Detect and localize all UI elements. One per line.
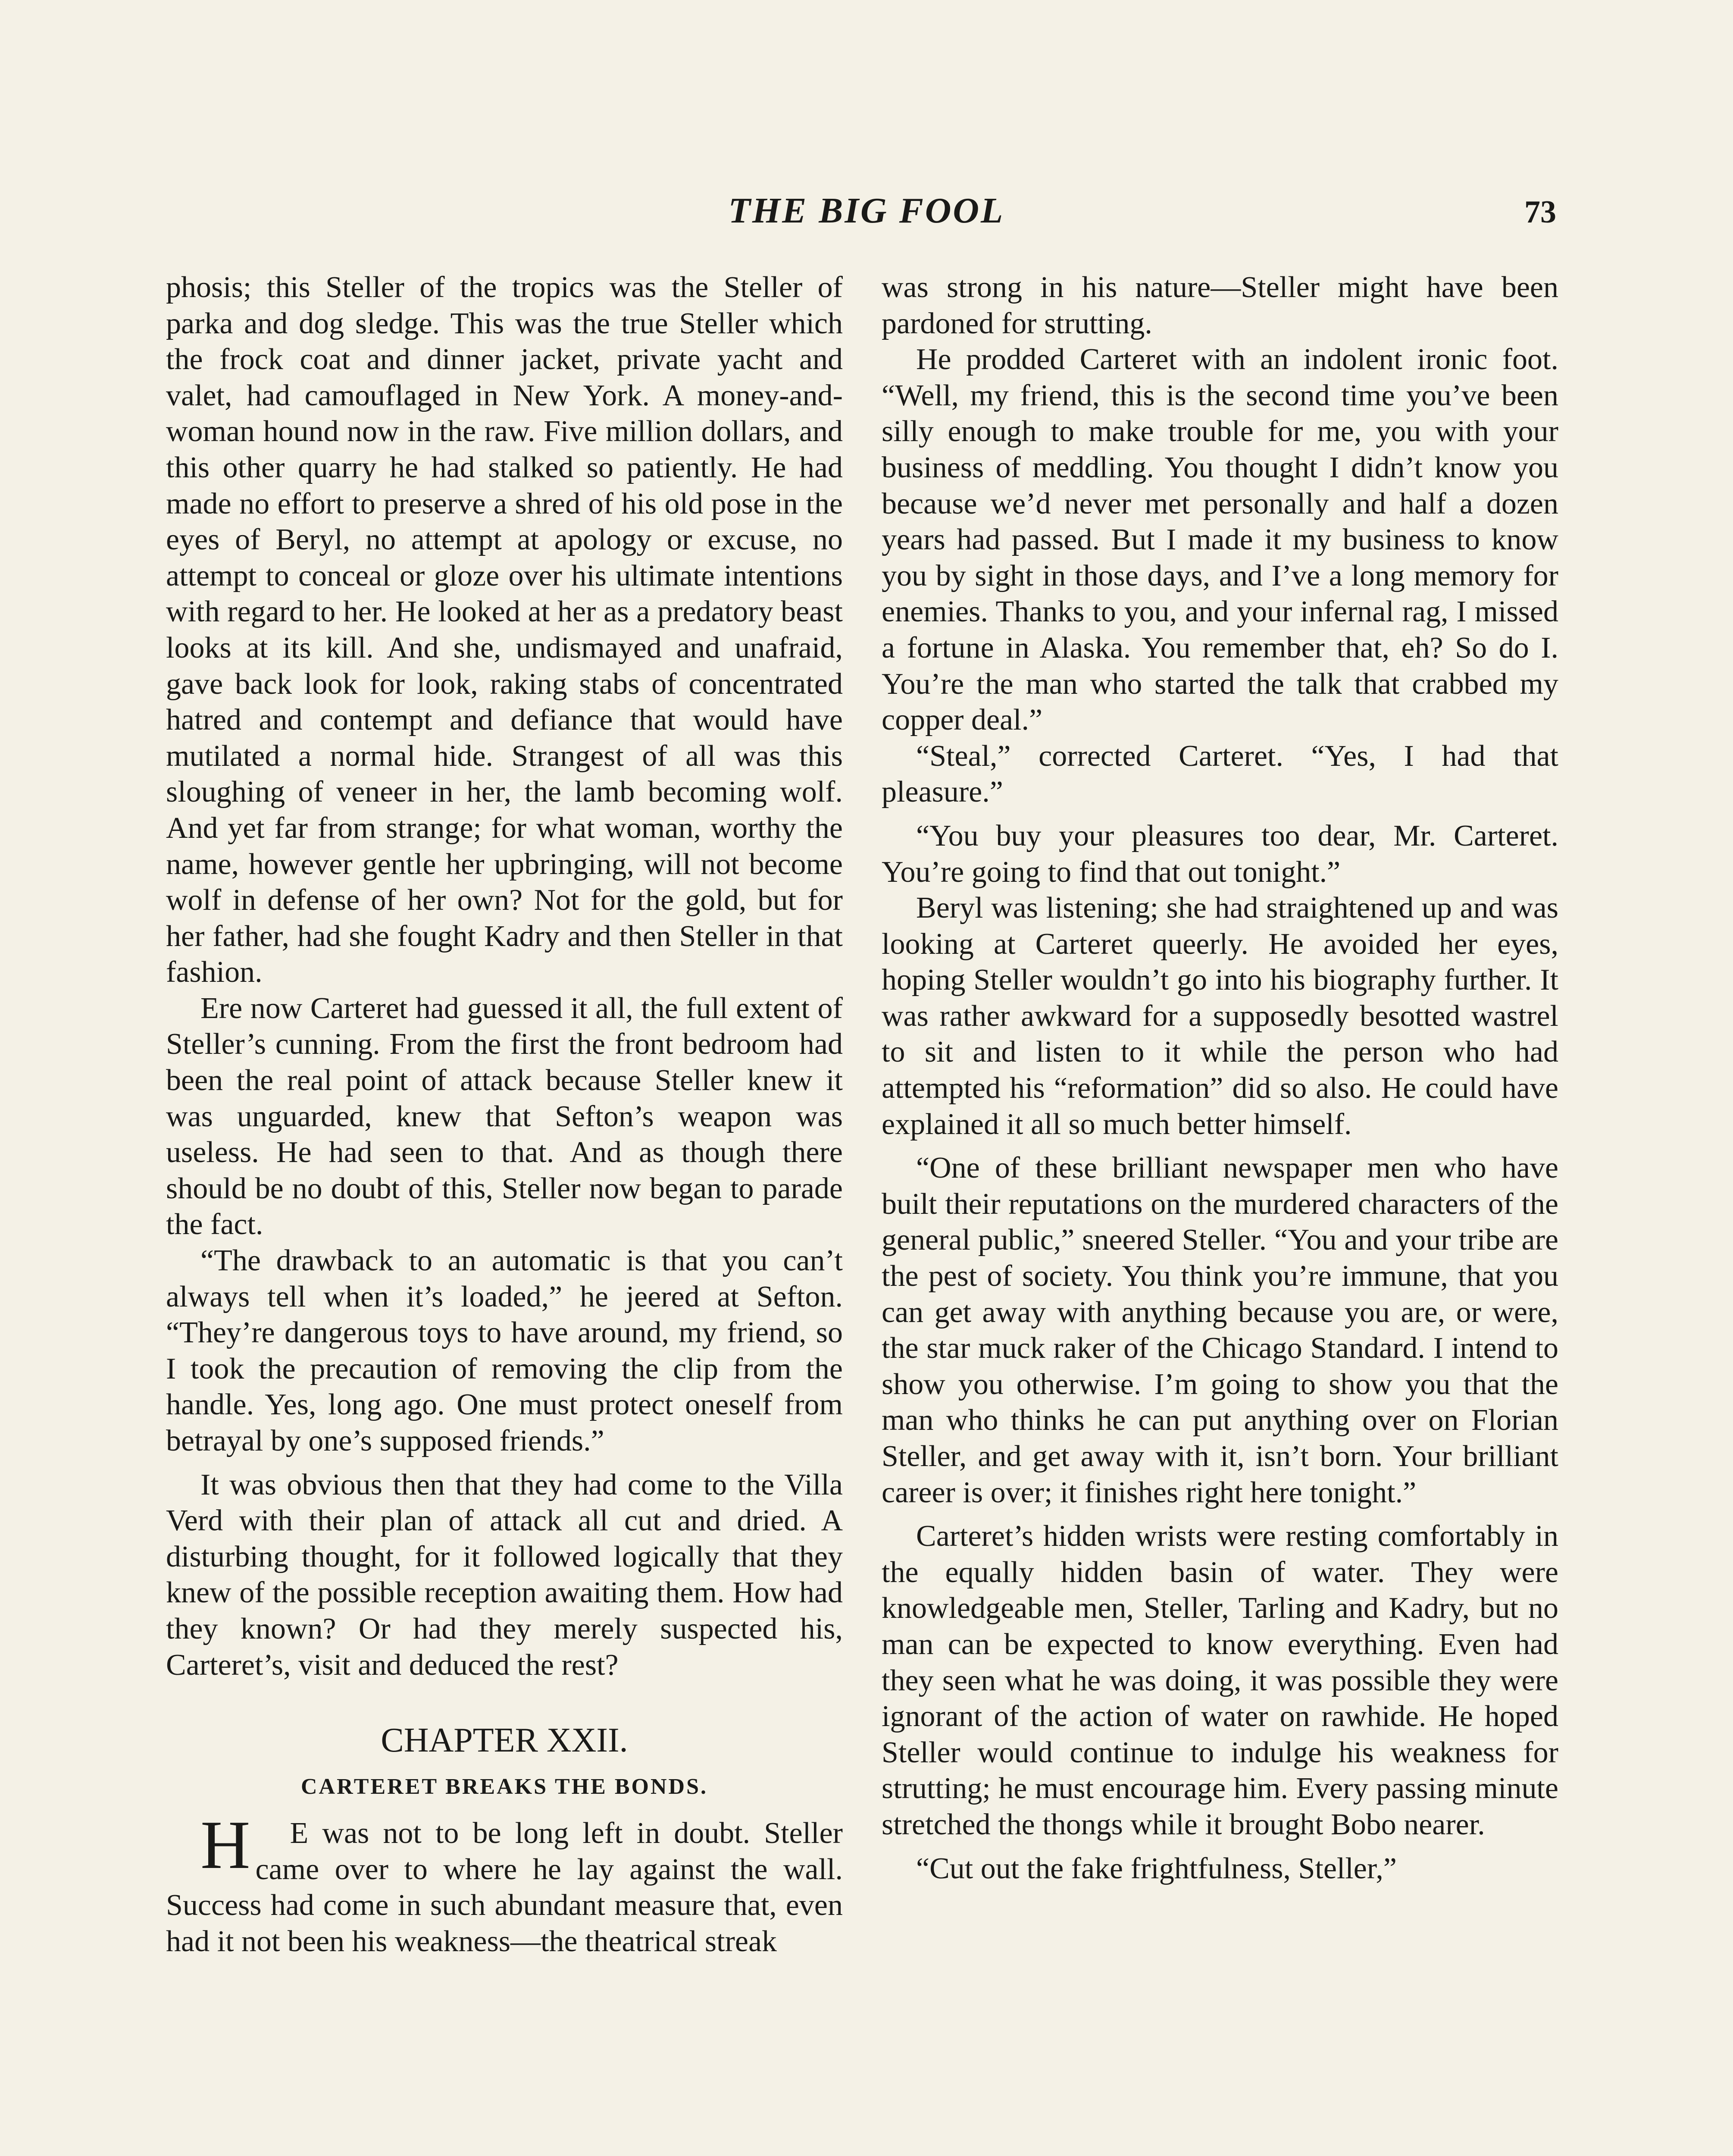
paragraph: “You buy your pleasures too dear, Mr. Carteret. You’re going to find that out tonight.”: [882, 819, 1558, 889]
chapter-title: CHAPTER XXII.: [381, 1721, 628, 1760]
page-header: [168, 190, 1565, 250]
running-title: THE BIG FOOL: [728, 191, 1005, 231]
paragraph: phosis; this Steller of the tropics was the Steller of parka and dog sledge. This was the true Steller which the frock coat and dinner jacket, private yacht and valet, had camouflaged in New York. A money-and-woman hound now in the raw. Five million dollars, and this other quarry he had stalked so patiently. He had made no effort to preserve a shred of his old pose in the eyes of Beryl, no attempt at apology or excuse, no attempt to conceal or gloze over his ultimate intentions with regard to her. He looked at her as a predatory beast looks at its kill. And she, undismayed and unafraid, gave back look for look, raking stabs of concentrated hatred and contempt and defiance that would have mutilated a normal hide. Strangest of all was this sloughing of veneer in her, the lamb becoming wolf. And yet far from strange; for what woman, worthy the name, however gentle her upbringing, will not become wolf in defense of her own? Not for the gold, but for her father, had she fought Kadry and then Steller in that fashion.: [166, 271, 843, 989]
chapter-opening-text: E was not to be long left in doubt. Steller came over to where he lay against the wall. Success had come in such abundant measure that, even had it not been his weakness—the theatrical streak: [166, 1817, 843, 1958]
paragraph: was strong in his nature—Steller might have been pardoned for strutting.: [882, 271, 1558, 340]
page-number: 73: [1524, 194, 1556, 230]
paragraph: Beryl was listening; she had straightened up and was looking at Carteret queerly. He avoided her eyes, hoping Steller wouldn’t go into his biography further. It was rather awkward for a supposedly besotted wastrel to sit and listen to it while the person who had attempted his “reformation” did so also. He could have explained it all so much better himself.: [882, 891, 1558, 1141]
paragraph: “Steal,” corrected Carteret. “Yes, I had that pleasure.”: [882, 739, 1558, 809]
paragraph: “Cut out the fake frightfulness, Steller,”: [916, 1852, 1397, 1885]
paragraph: It was obvious then that they had come to the Villa Verd with their plan of attack all cut and dried. A disturbing thought, for it followed logically that they knew of the possible reception awaiting them. How had they known? Or had they merely suspected his, Carteret’s, visit and deduced the rest?: [166, 1468, 843, 1682]
paragraph: “One of these brilliant newspaper men who have built their reputations on the murdered characters of the general public,” sneered Steller. “You and your tribe are the pest of society. You think you’re immune, that you can get away with anything because you are, or were, the star muck raker of the Chicago Standard. I intend to show you otherwise. I’m going to show you that the man who thinks he can put anything over on Florian Steller, and get away with it, isn’t born. Your brilliant career is over; it finishes right here tonight.”: [882, 1151, 1558, 1509]
paragraph: He prodded Carteret with an indolent ironic foot. “Well, my friend, this is the second time you’ve been silly enough to make trouble for me, you with your business of meddling. You thought I didn’t know you because we’d never met personally and half a dozen years had passed. But I made it my business to know you by sight in those days, and I’ve a long memory for enemies. Thanks to you, and your infernal rag, I missed a fortune in Alaska. You remember that, eh? So do I. You’re the man who started the talk that crabbed my copper deal.”: [882, 343, 1558, 737]
right-column: [882, 270, 1558, 2156]
paragraph: Carteret’s hidden wrists were resting comfortably in the equally hidden basin of water. They were knowledgeable men, Steller, Tarling and Kadry, but no man can be expected to know everything. Even had they seen what he was doing, it was possible they were ignorant of the action of water on rawhide. He hoped Steller would continue to indulge his weakness for strutting; he must encourage him. Every passing minute stretched the thongs while it brought Bobo nearer.: [882, 1520, 1558, 1841]
chapter-subtitle: CARTERET BREAKS THE BONDS.: [300, 1774, 708, 1799]
paragraph: “The drawback to an automatic is that you can’t always tell when it’s loaded,” he jeered at Sefton. “They’re dangerous toys to have around, my friend, so I took the precaution of removing the clip from the handle. Yes, long ago. One must protect oneself from betrayal by one’s supposed friends.”: [166, 1244, 843, 1457]
chapter-opening-paragraph: [166, 1806, 843, 1959]
left-column: [166, 270, 843, 2156]
drop-cap-letter: H: [200, 1806, 250, 1883]
paragraph: Ere now Carteret had guessed it all, the full extent of Steller’s cunning. From the first the front bedroom had been the real point of attack because Steller knew it was unguarded, knew that Sefton’s weapon was useless. He had seen to that. And as though there should be no doubt of this, Steller now began to parade the fact.: [166, 991, 843, 1241]
